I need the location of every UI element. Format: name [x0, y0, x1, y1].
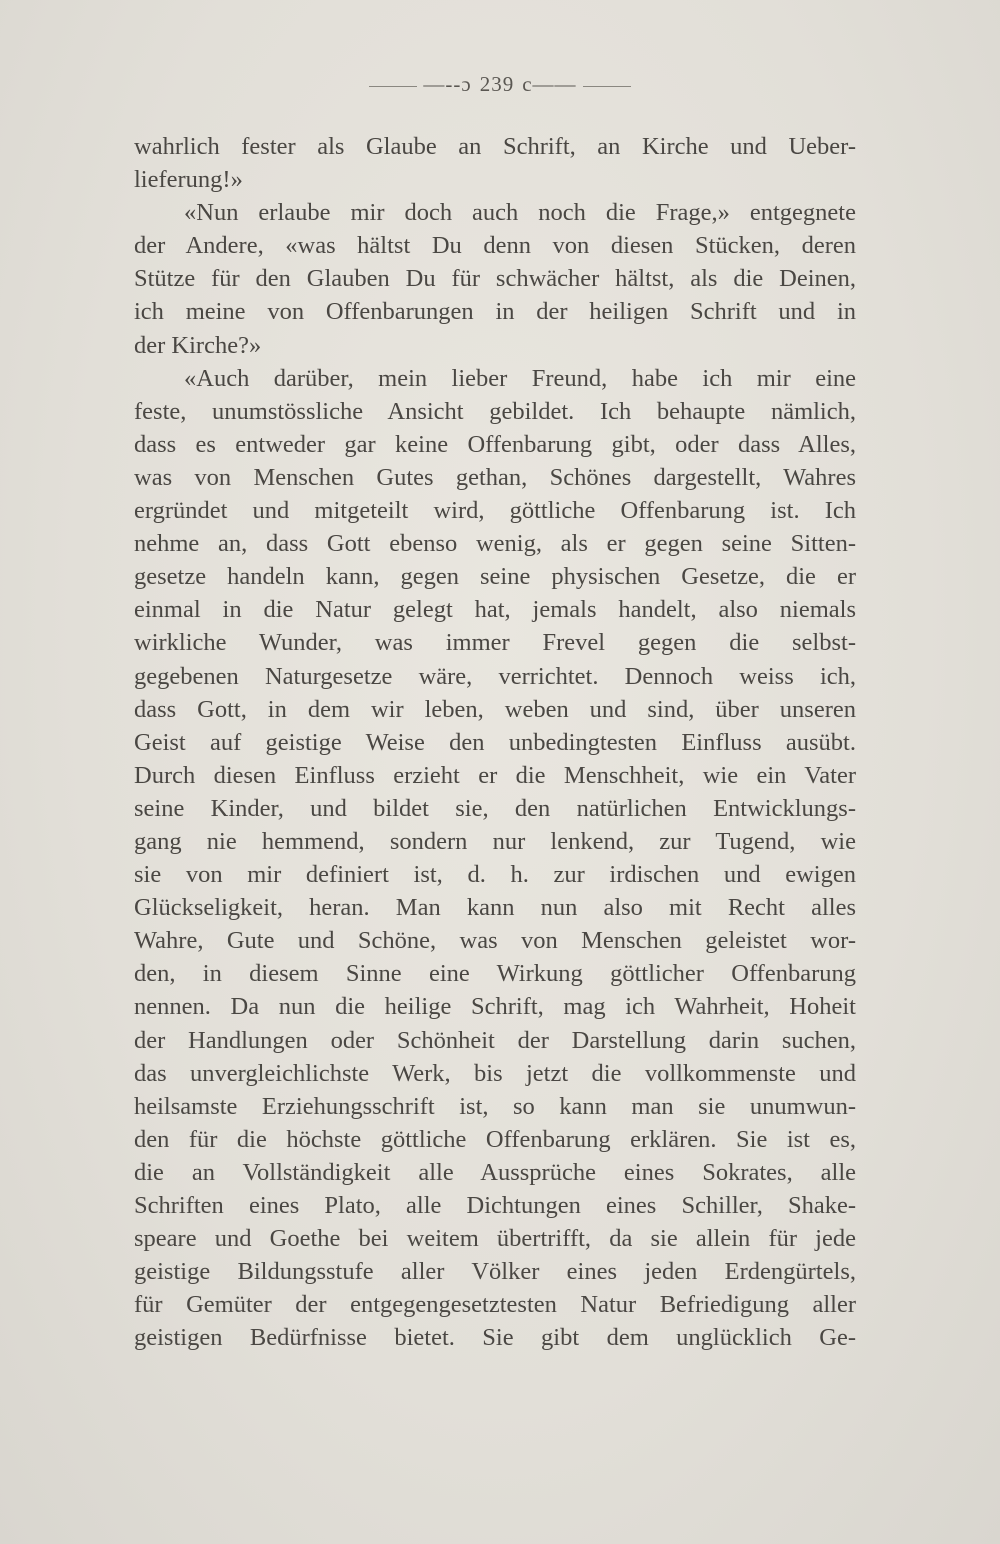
text-line: gang nie hemmend, sondern nur lenkend, zur Tugend, wie	[134, 827, 856, 855]
text-line: «Auch darüber, mein lieber Freund, habe ich mir eine	[184, 364, 856, 392]
text-line: für Gemüter der entgegengesetztesten Natur Befriedigung aller	[134, 1291, 856, 1319]
text-line: gesetze handeln kann, gegen seine physischen Gesetze, die er	[134, 563, 856, 591]
text-line: Durch diesen Einfluss erzieht er die Menschheit, wie ein Vater	[134, 761, 856, 789]
text-line: «Nun erlaube mir doch auch noch die Frage,» entgegnete	[184, 199, 856, 227]
text-line: Wahre, Gute und Schöne, was von Menschen geleistet wor-	[134, 927, 856, 955]
text-line: geistige Bildungsstufe aller Völker eines jeden Erdengürtels,	[134, 1258, 856, 1286]
text-line: gegebenen Naturgesetze wäre, verrichtet. Dennoch weiss ich,	[134, 662, 856, 690]
text-line: seine Kinder, und bildet sie, den natürlichen Entwicklungs-	[134, 794, 856, 822]
body-text	[134, 130, 856, 1354]
text-line: den für die höchste göttliche Offenbarung erklären. Sie ist es,	[134, 1125, 856, 1153]
ornament-left: —‑‑ɔ	[423, 72, 472, 96]
page-number: 239	[479, 72, 515, 96]
text-line: der Kirche?»	[134, 331, 262, 359]
text-line: der Andere, «was hältst Du denn von diesen Stücken, deren	[134, 232, 856, 260]
text-line: wirkliche Wunder, was immer Frevel gegen die selbst-	[134, 629, 856, 657]
text-line: lieferung!»	[134, 166, 243, 194]
ornament-right: c——	[522, 72, 577, 96]
text-line: Glückseligkeit, heran. Man kann nun also mit Recht alles	[134, 894, 856, 922]
text-line: dass Gott, in dem wir leben, weben und sind, über unseren	[134, 695, 856, 723]
text-line: der Handlungen oder Schönheit der Darstellung darin suchen,	[134, 1026, 856, 1054]
text-line: feste, unumstössliche Ansicht gebildet. Ich behaupte nämlich,	[134, 397, 856, 425]
text-line: heilsamste Erziehungsschrift ist, so kann man sie unumwun-	[134, 1092, 856, 1120]
text-line: den, in diesem Sinne eine Wirkung göttlicher Offenbarung	[134, 960, 856, 988]
text-line: was von Menschen Gutes gethan, Schönes dargestellt, Wahres	[134, 463, 856, 491]
text-line: nehme an, dass Gott ebenso wenig, als er gegen seine Sitten-	[134, 530, 856, 558]
text-line: geistigen Bedürfnisse bietet. Sie gibt dem unglücklich Ge-	[134, 1324, 856, 1352]
text-line: ergründet und mitgeteilt wird, göttliche Offenbarung ist. Ich	[134, 497, 856, 525]
text-line: dass es entweder gar keine Offenbarung gibt, oder dass Alles,	[134, 430, 856, 458]
running-head	[0, 72, 1000, 97]
text-line: einmal in die Natur gelegt hat, jemals handelt, also niemals	[134, 596, 856, 624]
text-line: speare und Goethe bei weitem übertrifft, da sie allein für jede	[134, 1225, 856, 1253]
text-line: Geist auf geistige Weise den unbedingtesten Einfluss ausübt.	[134, 728, 856, 756]
text-line: nennen. Da nun die heilige Schrift, mag ich Wahrheit, Hoheit	[134, 993, 856, 1021]
ornament-rule-left	[369, 86, 417, 87]
text-line: die an Vollständigkeit alle Aussprüche eines Sokrates, alle	[134, 1158, 856, 1186]
text-line: das unvergleichlichste Werk, bis jetzt die vollkommenste und	[134, 1059, 856, 1087]
text-line: Schriften eines Plato, alle Dichtungen eines Schiller, Shake-	[134, 1192, 856, 1219]
text-line: ich meine von Offenbarungen in der heiligen Schrift und in	[134, 298, 856, 326]
text-line: Stütze für den Glauben Du für schwächer hältst, als die Deinen,	[134, 265, 856, 293]
text-line: wahrlich fester als Glaube an Schrift, an Kirche und Ueber-	[134, 133, 856, 160]
text-line: sie von mir definiert ist, d. h. zur irdischen und ewigen	[134, 861, 856, 889]
ornament-rule-right	[583, 86, 631, 87]
